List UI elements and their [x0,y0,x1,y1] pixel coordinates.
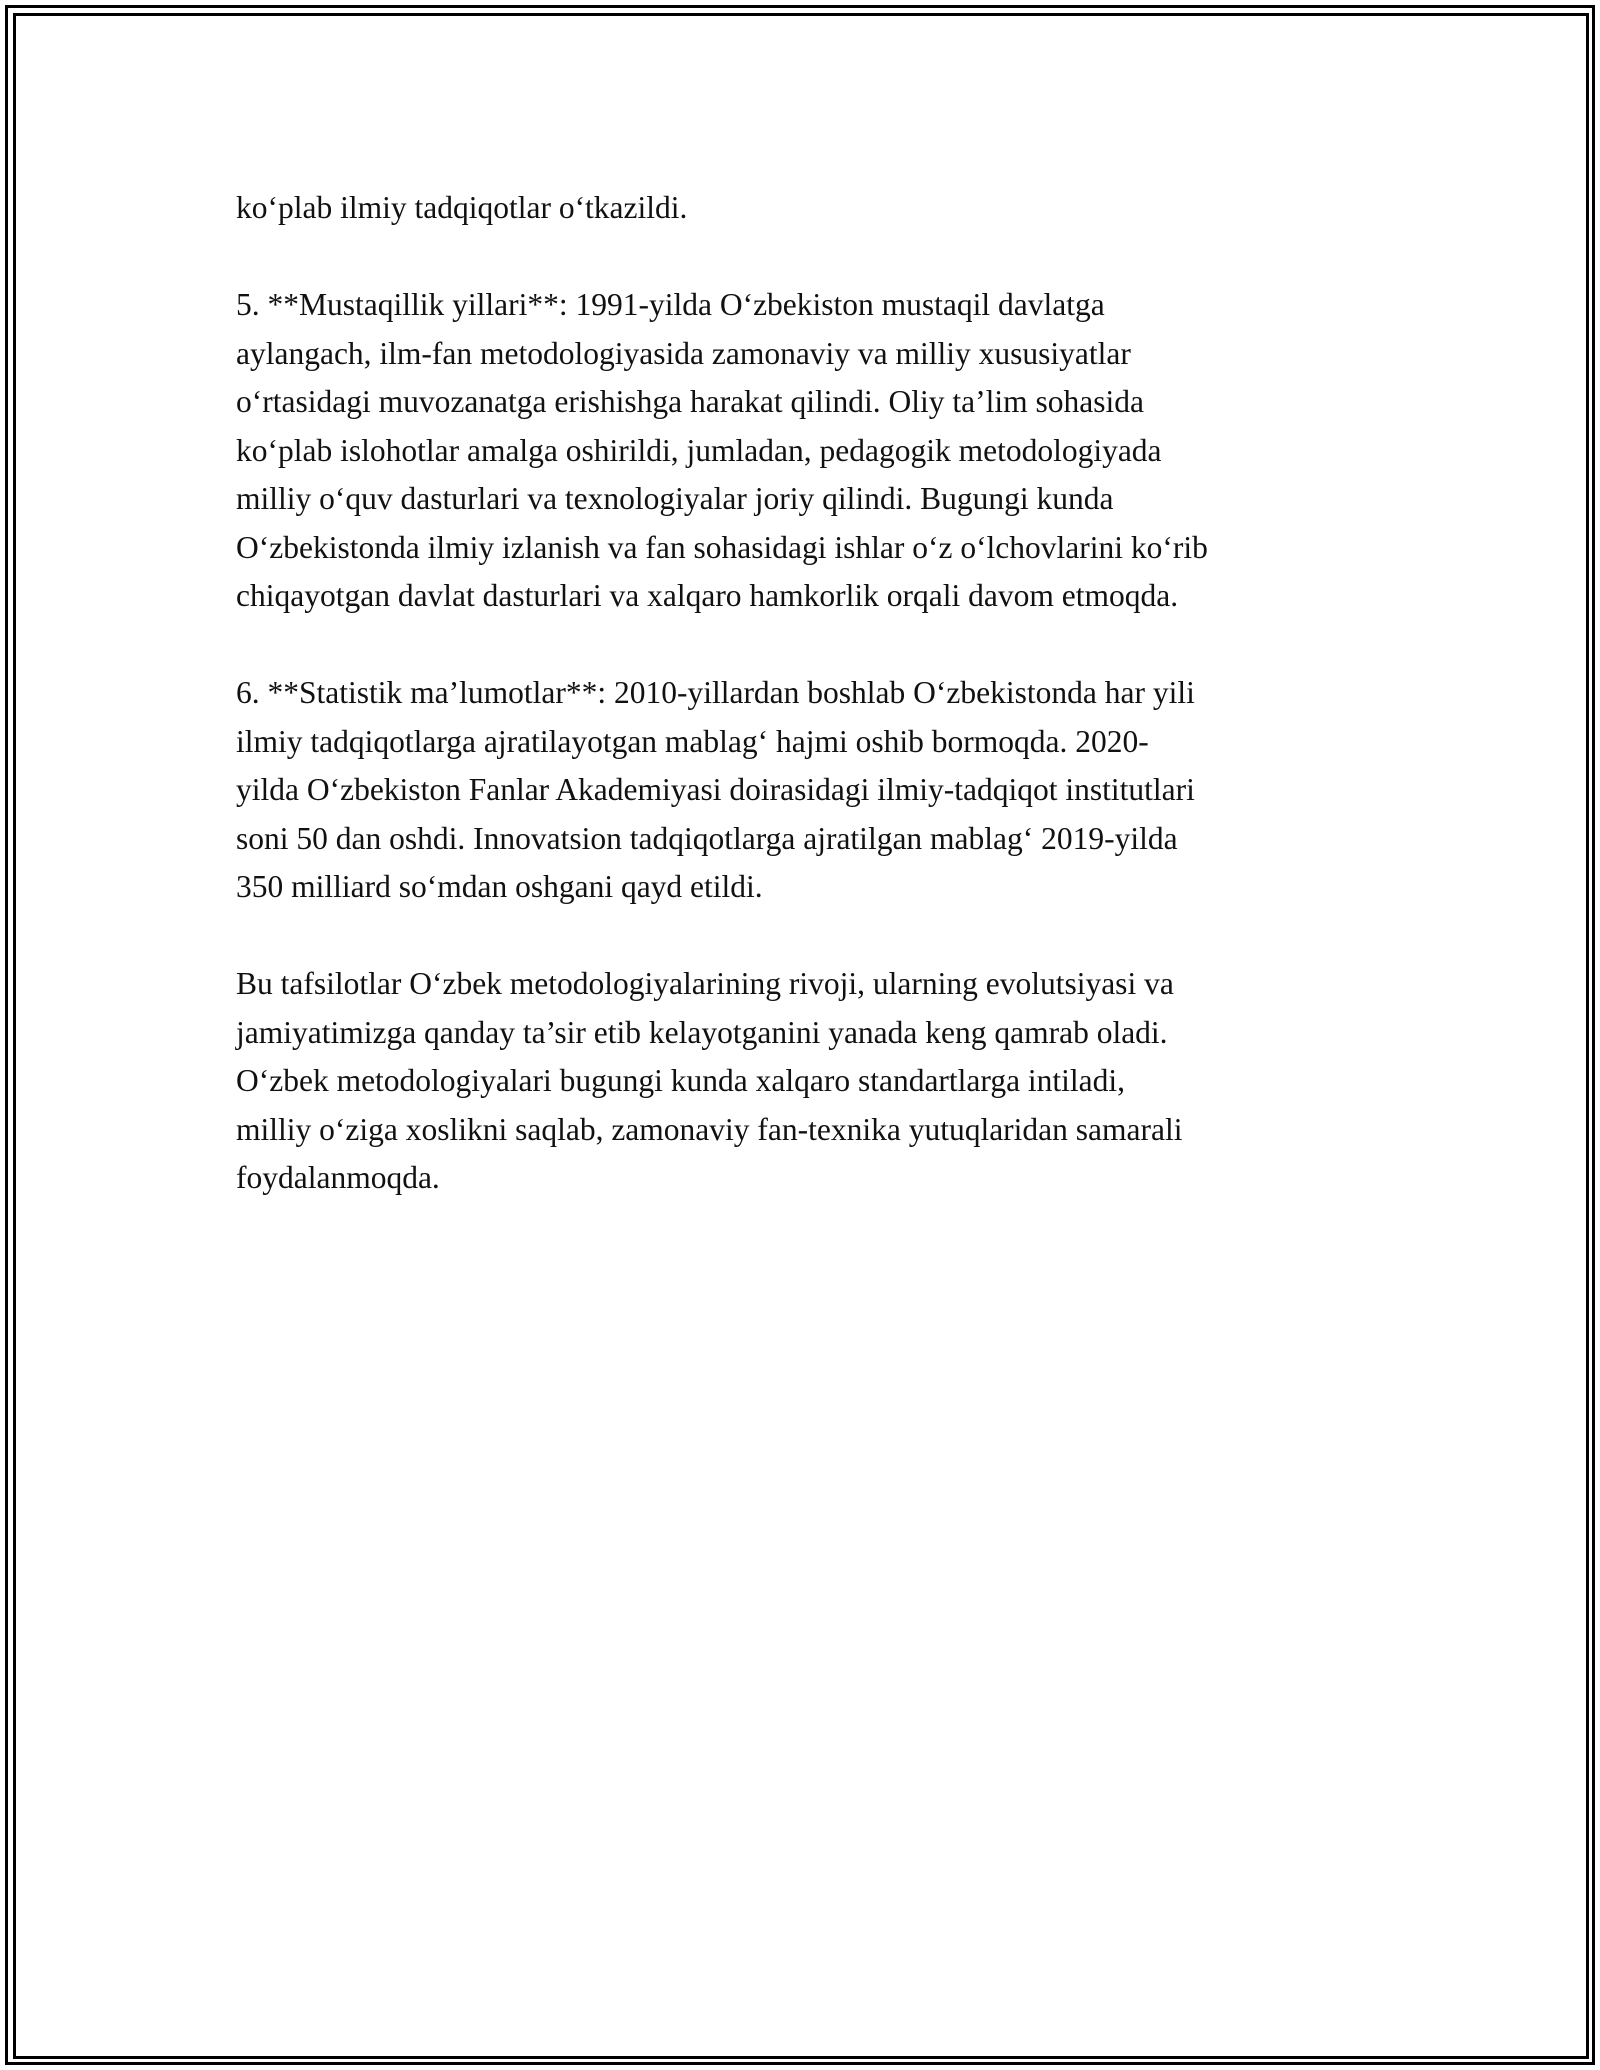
document-body [236,184,1386,1203]
text-line: milliy o‘quv dasturlari va texnologiyalar joriy qilindi. Bugungi kunda [236,481,1114,516]
paragraph-gap [236,233,1386,282]
text-line: chiqayotgan davlat dasturlari va xalqaro hamkorlik orqali davom etmoqda. [236,578,1179,613]
paragraph-gap [236,621,1386,670]
text-line: ilmiy tadqiqotlarga ajratilayotgan mablag‘ hajmi oshib bormoqda. 2020- [236,723,1149,759]
text-line: 5. **Mustaqillik yillari**: 1991-yilda O‘zbekiston mustaqil davlatga [236,287,1105,322]
paragraph-xulosa [236,960,1386,1203]
text-line: yilda O‘zbekiston Fanlar Akademiyasi doirasidagi ilmiy-tadqiqot institutlari [236,772,1195,807]
text-line: O‘zbekistonda ilmiy izlanish va fan sohasidagi ishlar o‘z o‘lchovlarini ko‘rib [236,529,1208,565]
text-line: ko‘plab ilmiy tadqiqotlar o‘tkazildi. [236,190,688,225]
text-line: soni 50 dan oshdi. Innovatsion tadqiqotlarga ajratilgan mablag‘ 2019-yilda [236,820,1178,856]
text-line: jamiyatimizga qanday ta’sir etib kelayotganini yanada keng qamrab oladi. [236,1014,1168,1050]
paragraph-continuation [236,184,1386,233]
text-line: o‘rtasidagi muvozanatga erishishga harakat qilindi. Oliy ta’lim sohasida [236,384,1145,419]
paragraph-mustaqillik-yillari [236,281,1386,621]
text-line: 350 milliard so‘mdan oshgani qayd etildi. [236,869,763,904]
text-line: Bu tafsilotlar O‘zbek metodologiyalarining rivoji, ularning evolutsiyasi va [236,966,1174,1001]
paragraph-gap [236,912,1386,961]
text-line: foydalanmoqda. [236,1160,440,1195]
text-line: milliy o‘ziga xoslikni saqlab, zamonaviy fan-texnika yutuqlaridan samarali [236,1111,1183,1147]
text-line: O‘zbek metodologiyalari bugungi kunda xalqaro standartlarga intiladi, [236,1063,1126,1098]
text-line: ko‘plab islohotlar amalga oshirildi, jumladan, pedagogik metodologiyada [236,432,1162,468]
text-line: aylangach, ilm-fan metodologiyasida zamonaviy va milliy xususiyatlar [236,335,1131,371]
text-line: 6. **Statistik ma’lumotlar**: 2010-yillardan boshlab O‘zbekistonda har yili [236,675,1195,710]
paragraph-statistik-malumotlar [236,669,1386,912]
